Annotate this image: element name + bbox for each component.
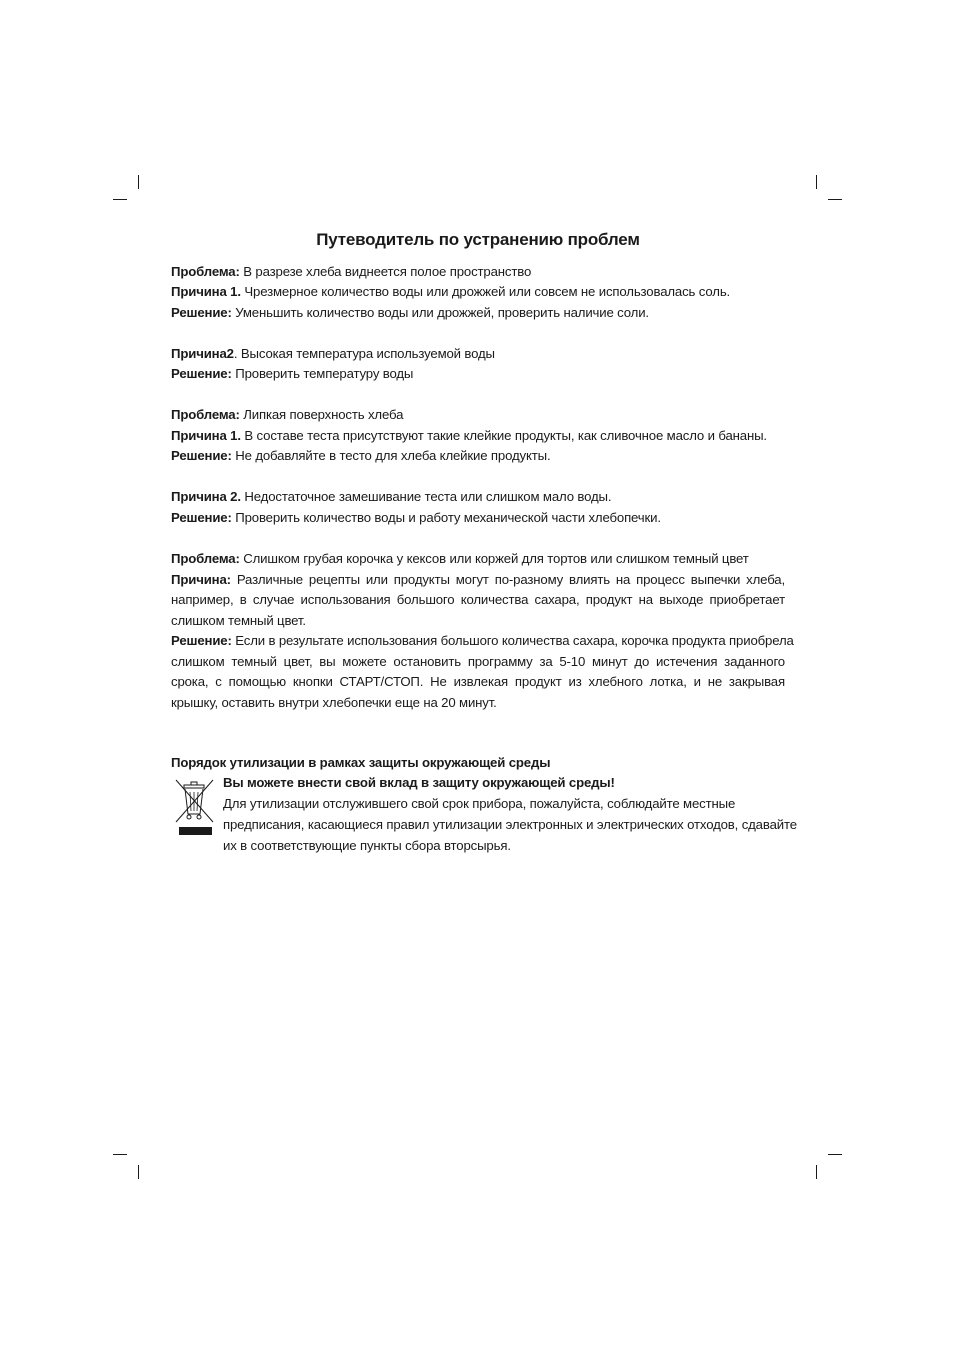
text-line [171, 611, 306, 631]
crossed-bin-icon [171, 776, 217, 840]
eco-line: предписания, касающиеся правил утилизации электронных и электрических отходов, сдавайте [223, 817, 797, 832]
eco-line: Для утилизации отслужившего свой срок прибора, пожалуйста, соблюдайте местные [223, 796, 736, 811]
crop-mark [816, 175, 817, 189]
line-text: слишком темный цвет, вы можете остановить программу за 5-10 минут до истечения заданного [171, 654, 785, 669]
text-line [171, 549, 749, 569]
line-text: Если в результате использования большого количества сахара, корочка продукта приобрела [231, 633, 794, 648]
text-line [171, 570, 785, 590]
line-text: например, в случае использования большого количества сахара, продукт на выходе приобретает [171, 592, 785, 607]
line-text: В разрезе хлеба виднеется полое пространство [239, 264, 532, 279]
crop-mark [828, 199, 842, 200]
line-label: Решение: [171, 633, 232, 648]
eco-subheading: Вы можете внести свой вклад в защиту окружающей среды! [223, 775, 615, 790]
line-label: Решение: [171, 510, 232, 525]
text-line [171, 672, 785, 692]
line-label: Решение: [171, 305, 232, 320]
page-title: Путеводитель по устранению проблем [316, 230, 640, 249]
line-text: Недостаточное замешивание теста или слишком мало воды. [240, 489, 612, 504]
line-text: . Высокая температура используемой воды [233, 346, 495, 361]
text-line [171, 446, 550, 466]
text-line [171, 426, 767, 446]
line-text: Слишком грубая корочка у кексов или коржей для тортов или слишком темный цвет [239, 551, 749, 566]
crop-mark [138, 1165, 139, 1179]
eco-line: их в соответствующие пункты сбора вторсырья. [223, 838, 511, 853]
line-text: Уменьшить количество воды или дрожжей, проверить наличие соли. [231, 305, 649, 320]
text-line [171, 508, 661, 528]
line-label: Проблема: [171, 551, 240, 566]
text-line [171, 487, 611, 507]
text-line [171, 631, 794, 651]
eco-heading: Порядок утилизации в рамках защиты окружающей среды [171, 755, 551, 770]
line-text: крышку, оставить внутри хлебопечки еще на 20 минут. [171, 695, 497, 710]
text-line [171, 344, 495, 364]
line-label: Причина 1. [171, 284, 241, 299]
text-line [171, 693, 497, 713]
crop-mark [113, 1154, 127, 1155]
text-line [171, 262, 531, 282]
line-label: Причина 2. [171, 489, 241, 504]
crop-mark [138, 175, 139, 189]
line-text: слишком темный цвет. [171, 613, 306, 628]
line-label: Причина 1. [171, 428, 241, 443]
line-text: В составе теста присутствуют такие клейкие продукты, как сливочное масло и бананы. [240, 428, 767, 443]
line-text: Липкая поверхность хлеба [239, 407, 404, 422]
text-line [171, 590, 785, 610]
text-line [171, 652, 785, 672]
crop-mark [828, 1154, 842, 1155]
line-label: Проблема: [171, 264, 240, 279]
line-text: Проверить количество воды и работу механической части хлебопечки. [231, 510, 661, 525]
line-text: Проверить температуру воды [231, 366, 414, 381]
line-label: Проблема: [171, 407, 240, 422]
line-text: Чрезмерное количество воды или дрожжей или совсем не использовалась соль. [240, 284, 731, 299]
line-label: Решение: [171, 366, 232, 381]
line-label: Причина: [171, 572, 231, 587]
line-text: срока, с помощью кнопки СТАРТ/СТОП. Не извлекая продукт из хлебного лотка, и не закрывая [171, 674, 785, 689]
line-text: Различные рецепты или продукты могут по-разному влиять на процесс выпечки хлеба, [230, 572, 785, 587]
text-line [171, 282, 730, 302]
line-label: Причина2 [171, 346, 234, 361]
crop-mark [113, 199, 127, 200]
text-line [171, 303, 649, 323]
line-text: Не добавляйте в тесто для хлеба клейкие продукты. [231, 448, 551, 463]
text-line [171, 364, 413, 384]
crop-mark [816, 1165, 817, 1179]
text-line [171, 405, 403, 425]
line-label: Решение: [171, 448, 232, 463]
